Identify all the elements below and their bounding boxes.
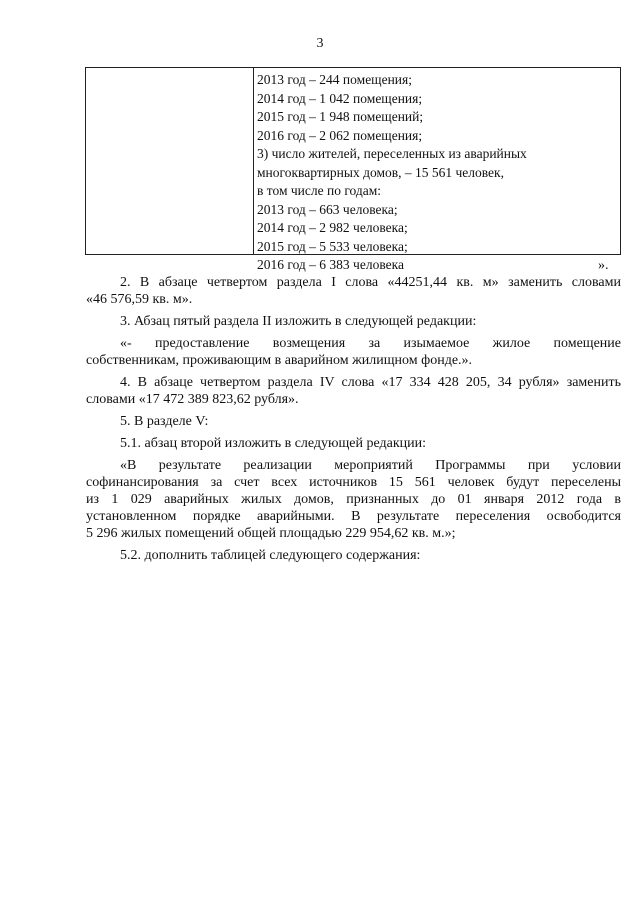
table-line: 2013 год – 244 помещения;	[257, 72, 412, 87]
page-number: 3	[316, 36, 324, 51]
table-line: 2013 год – 663 человека;	[257, 201, 398, 217]
paragraph-3-quote	[86, 335, 621, 369]
paragraph-line: 5.2. дополнить таблицей следующего содержания:	[120, 548, 421, 563]
paragraph-line: «В результате реализации мероприятий Программы при условии	[120, 458, 621, 473]
amendment-table	[85, 67, 621, 272]
paragraph-3	[86, 313, 621, 330]
table-line: в том числе по годам:	[257, 183, 382, 198]
paragraph-line: 5. В разделе V:	[120, 414, 209, 429]
paragraph-line: «46 576,59 кв. м».	[86, 292, 193, 307]
table-line: 2014 год – 2 982 человека;	[257, 220, 408, 235]
paragraph-line: 4. В абзаце четвертом раздела IV слова «17 334 428 205, 34 рубля» заменить	[120, 375, 621, 390]
paragraph-line: софинансирования за счет всех источников 15 561 человек будут переселены	[86, 475, 621, 490]
document-body	[86, 274, 621, 569]
table-line: 2016 год – 6 383 человека	[257, 257, 404, 272]
paragraph-4	[86, 374, 621, 408]
paragraph-5-1-quote	[86, 457, 621, 542]
table-line: 2015 год – 5 533 человека;	[257, 238, 408, 254]
paragraph-line: словами «17 472 389 823,62 рубля».	[86, 392, 299, 407]
table-line: 2014 год – 1 042 помещения;	[257, 90, 423, 106]
table-right-cell	[254, 68, 620, 272]
table-line: многоквартирных домов, – 15 561 человек,	[257, 164, 504, 180]
closing-quote: ».	[598, 258, 609, 273]
paragraph-2	[86, 274, 621, 308]
paragraph-line: «- предоставление возмещения за изымаемое жилое помещение	[120, 336, 621, 351]
table-left-cell	[86, 68, 254, 254]
paragraph-line: установленном порядке аварийными. В результате переселения освободится	[86, 509, 621, 524]
paragraph-line: 2. В абзаце четвертом раздела I слова «44251,44 кв. м» заменить словами	[120, 275, 621, 290]
paragraph-line: из 1 029 аварийных жилых домов, признанных до 01 января 2012 года в	[86, 492, 621, 507]
paragraph-line: 3. Абзац пятый раздела II изложить в следующей редакции:	[120, 314, 477, 329]
paragraph-line: 5 296 жилых помещений общей площадью 229 954,62 кв. м.»;	[86, 526, 456, 541]
table-line: 2015 год – 1 948 помещений;	[257, 109, 424, 124]
paragraph-5-2	[86, 547, 621, 564]
paragraph-line: 5.1. абзац второй изложить в следующей редакции:	[120, 436, 427, 451]
table-line: 2016 год – 2 062 помещения;	[257, 127, 423, 143]
paragraph-5-1	[86, 435, 621, 452]
paragraph-5	[86, 413, 621, 430]
paragraph-line: собственникам, проживающим в аварийном жилищном фонде.».	[86, 353, 473, 368]
table-line: 3) число жителей, переселенных из аварийных	[257, 146, 527, 161]
